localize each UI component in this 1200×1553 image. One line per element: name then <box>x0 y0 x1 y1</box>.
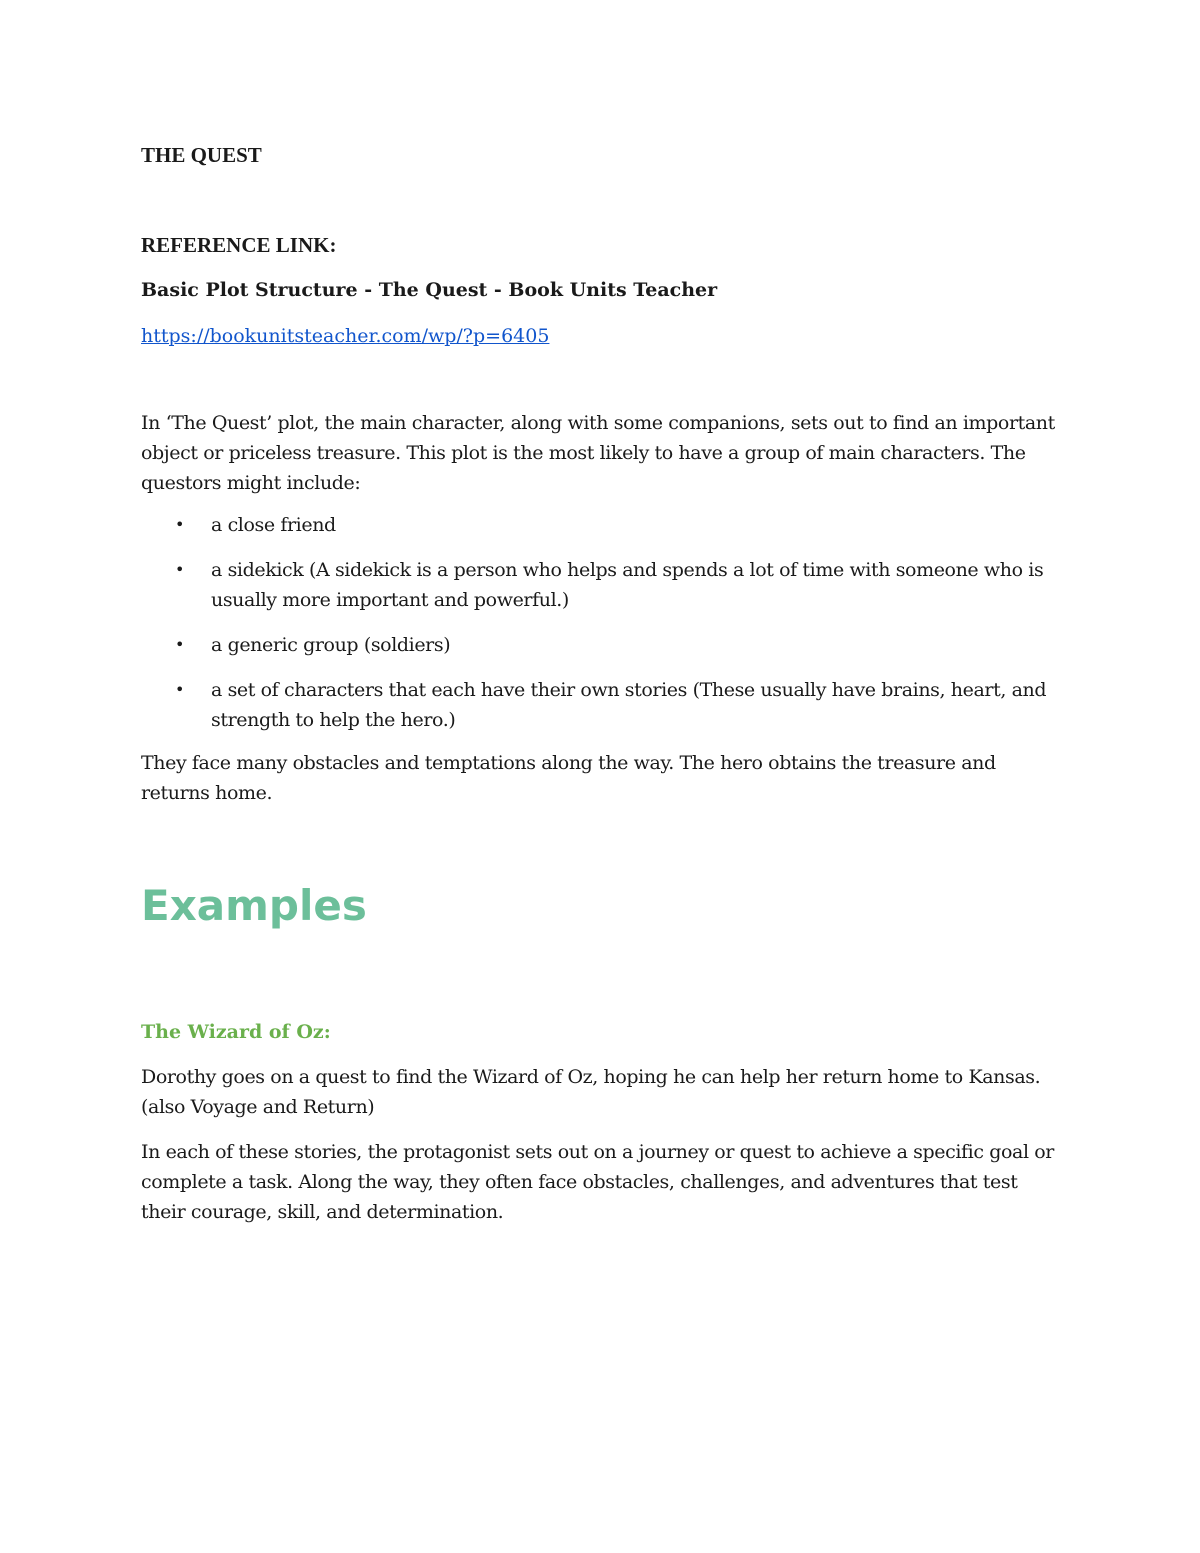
list-item <box>141 630 1061 660</box>
list-item-text: a generic group (soldiers) <box>211 634 451 656</box>
list-item <box>141 510 1061 540</box>
example-description: Dorothy goes on a quest to find the Wizard of Oz, hoping he can help her return home to Kansas. (also Voyage and Return) <box>141 1066 1041 1118</box>
reference-label: REFERENCE LINK: <box>141 233 337 257</box>
questors-list <box>141 510 1061 735</box>
bullet-icon: • <box>175 515 185 534</box>
list-item-text: a close friend <box>211 514 336 536</box>
reference-title: Basic Plot Structure - The Quest - Book Units Teacher <box>141 279 718 301</box>
bullet-icon: • <box>175 560 185 579</box>
examples-heading: Examples <box>141 881 367 930</box>
intro-paragraph: In ‘The Quest’ plot, the main character, along with some companions, sets out to find an important object or priceless treasure. This plot is the most likely to have a group of main characters. The questors might include: <box>141 412 1055 494</box>
reference-link[interactable]: https://bookunitsteacher.com/wp/?p=6405 <box>141 325 550 347</box>
list-item <box>141 555 1061 615</box>
bullet-icon: • <box>175 680 185 699</box>
document-title: THE QUEST <box>141 143 262 167</box>
example-title: The Wizard of Oz: <box>141 1021 331 1043</box>
closing-paragraph: They face many obstacles and temptations along the way. The hero obtains the treasure and returns home. <box>141 752 996 804</box>
summary-paragraph: In each of these stories, the protagonist sets out on a journey or quest to achieve a specific goal or complete a task. Along the way, they often face obstacles, challenges, and adventures that test their courage, skill, and determination. <box>141 1141 1054 1223</box>
document-body <box>141 140 1061 1227</box>
list-item-text: a set of characters that each have their own stories (These usually have brains, heart, and strength to help the hero.) <box>211 679 1047 731</box>
list-item-text: a sidekick (A sidekick is a person who helps and spends a lot of time with someone who is usually more important and powerful.) <box>211 559 1044 611</box>
bullet-icon: • <box>175 635 185 654</box>
list-item <box>141 675 1061 735</box>
